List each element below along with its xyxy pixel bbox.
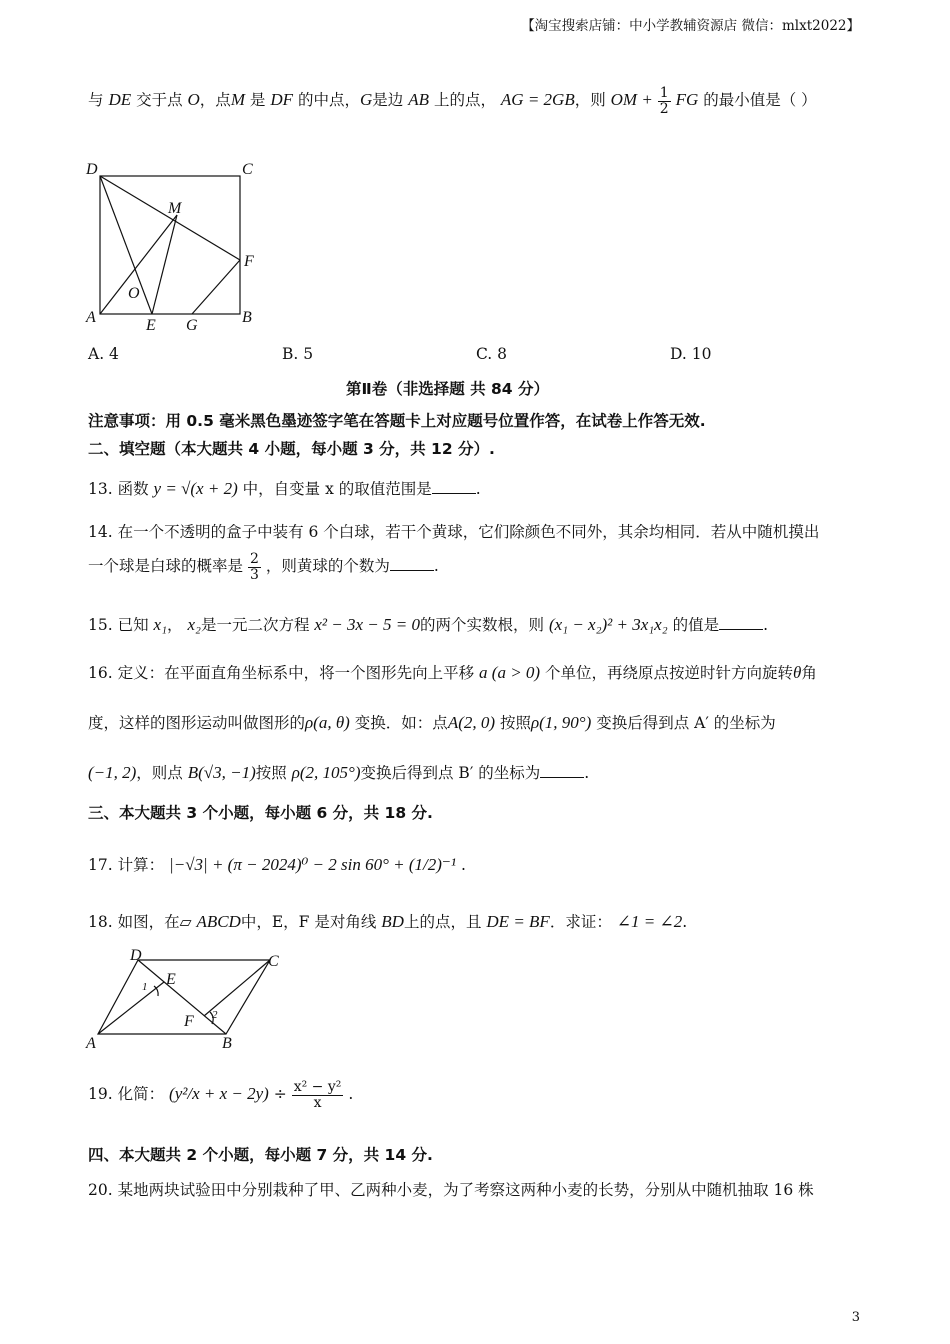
q15: 15. 已知 x₁， x₂是一元二次方程 x² − 3x − 5 = 0的两个实数根，则 (x₁ − x₂)² + 3x₁x₂ 的值是 .	[88, 615, 769, 634]
label-F2: F	[184, 1013, 194, 1030]
section4-title: 四、本大题共 2 个小题，每小题 7 分，共 14 分.	[88, 1146, 433, 1164]
label-O: O	[128, 285, 140, 302]
store-header: 【淘宝搜索店铺：中小学教辅资源店 微信：mlxt2022】	[521, 18, 860, 34]
q17: 17. 计算： |−√3| + (π − 2024)⁰ − 2 sin 60° + (1/2)⁻¹ .	[88, 855, 466, 874]
q13: 13. 函数 y = √(x + 2) 中，自变量 x 的取值范围是 .	[88, 479, 481, 498]
parallelogram-figure	[84, 946, 294, 1052]
label-F: F	[244, 253, 254, 270]
q16-line2: 度，这样的图形运动叫做图形的ρ(a, θ) 变换．如：点A(2, 0) 按照ρ(1, 90°) 变换后得到点 A′ 的坐标为	[88, 713, 776, 732]
q19: 19. 化简： (y²/x + x − 2y) ÷ $\frac{\text{x² − y²}}{x}$ .	[88, 1079, 354, 1111]
option-b: B. 5	[282, 345, 314, 363]
q16-line1: 16. 定义：在平面直角坐标系中，将一个图形先向上平移 a (a > 0) 个单位，再绕原点按逆时针方向旋转θ角	[88, 663, 817, 682]
label-D: D	[86, 161, 98, 178]
section3-title: 三、本大题共 3 个小题，每小题 6 分，共 18 分.	[88, 804, 433, 822]
label-B: B	[242, 309, 252, 326]
part2-title: 第Ⅱ卷（非选择题 共 84 分）	[346, 380, 549, 398]
option-c: C. 8	[476, 345, 508, 363]
q16-line3: (−1, 2)，则点 B(√3, −1)按照 ρ(2, 105°)变换后得到点 B′ 的坐标为 .	[88, 763, 590, 782]
option-d: D. 10	[670, 345, 712, 363]
option-a: A. 4	[88, 345, 119, 363]
square-figure	[82, 158, 272, 338]
label-G: G	[186, 317, 198, 334]
q20: 20. 某地两块试验田中分别栽种了甲、乙两种小麦，为了考察这两种小麦的长势，分别从中随机抽取 16 株	[88, 1181, 814, 1199]
angle-1: 1	[142, 981, 148, 993]
q14-line1: 14. 在一个不透明的盒子中装有 6 个白球，若干个黄球，它们除颜色不同外，其余均相同．若从中随机摸出	[88, 523, 820, 541]
label-C2: C	[268, 953, 279, 970]
label-A2: A	[86, 1035, 96, 1052]
q14-line2: 一个球是白球的概率是 $\frac{2}{3}$ ，则黄球的个数为 .	[88, 551, 439, 583]
q12-stem: 与 DE 交于点 O，点M 是 DF 的中点，G是边 AB 上的点， AG = 2GB，则 OM + $\frac{1}{2}$ FG 的最小值是（ ）	[88, 85, 817, 117]
page-number: 3	[851, 1310, 860, 1325]
section2-title: 二、填空题（本大题共 4 小题，每小题 3 分，共 12 分）.	[88, 440, 495, 458]
label-C: C	[242, 161, 253, 178]
notice: 注意事项：用 0.5 毫米黑色墨迹签字笔在答题卡上对应题号位置作答，在试卷上作答无效.	[88, 412, 706, 430]
angle-2: 2	[212, 1009, 218, 1021]
label-E2: E	[166, 971, 176, 988]
q18: 18. 如图，在▱ ABCD中，E，F 是对角线 BD上的点，且 DE = BF．求证： ∠1 = ∠2.	[88, 912, 688, 931]
label-M: M	[168, 200, 182, 217]
label-A: A	[86, 309, 96, 326]
label-E: E	[146, 317, 156, 334]
label-B2: B	[222, 1035, 232, 1052]
label-D2: D	[130, 947, 142, 964]
